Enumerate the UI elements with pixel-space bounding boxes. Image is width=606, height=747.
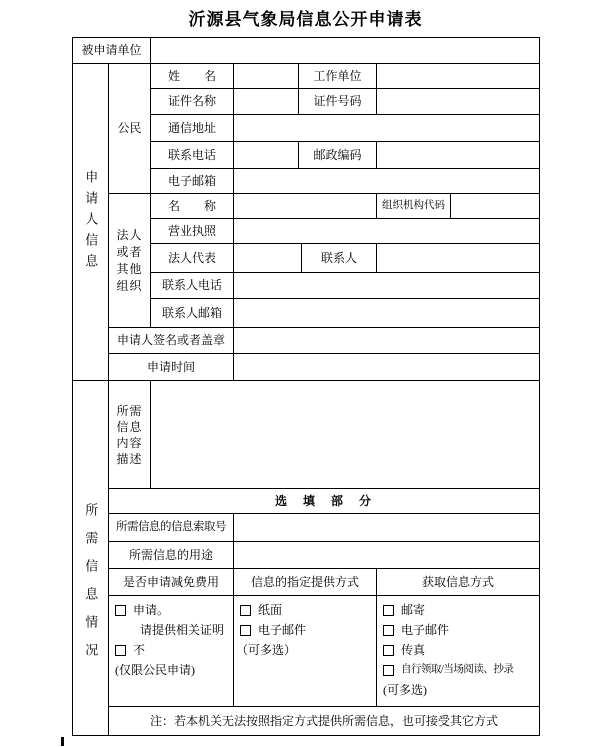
obtain-note: (可多选): [383, 683, 427, 697]
obtain-option-self: [383, 660, 539, 680]
organization-group-cell: [108, 193, 151, 328]
phone-label: 联系电话: [150, 141, 234, 169]
obtain-option-fax: [383, 640, 539, 660]
phone-input-cell[interactable]: [233, 141, 299, 169]
email-input-cell[interactable]: [233, 168, 540, 194]
address-input-cell[interactable]: [233, 114, 540, 142]
fee-apply-checkbox[interactable]: [115, 605, 126, 616]
obtain-note-line: [383, 680, 539, 700]
provide-option-paper: [240, 600, 376, 620]
purpose-input-cell[interactable]: [233, 541, 540, 569]
provide-note-line: [236, 640, 376, 660]
info-section-header: [72, 380, 109, 736]
contact-email-input-cell[interactable]: [233, 298, 540, 328]
cert-number-label: 证件号码: [298, 88, 377, 115]
apply-time-label: 申请时间: [108, 353, 234, 381]
provide-email-checkbox[interactable]: [240, 625, 251, 636]
address-label: 通信地址: [150, 114, 234, 142]
legal-rep-label: 法人代表: [150, 243, 234, 273]
provide-note: （可多选）: [236, 643, 297, 657]
content-desc-input-cell[interactable]: [150, 380, 540, 489]
obtain-option-mail: [383, 600, 539, 620]
organization-group-label: 法人或者其他组织: [116, 227, 143, 293]
fee-note: (仅限公民申请): [115, 663, 195, 677]
provide-email-label: 电子邮件: [258, 623, 307, 637]
fee-cert-note-line: [115, 620, 233, 640]
contact-phone-label: 联系人电话: [150, 272, 234, 299]
org-name-label: 名 称: [150, 193, 234, 219]
fee-cert-note: 请提供相关证明: [140, 623, 225, 637]
legal-rep-input-cell[interactable]: [233, 243, 302, 273]
obtain-option-email: [383, 620, 539, 640]
content-desc-cell: [108, 380, 151, 489]
provide-method-header: 信息的指定提供方式: [233, 568, 377, 596]
work-unit-label: 工作单位: [298, 63, 377, 89]
obtain-mail-checkbox[interactable]: [383, 605, 394, 616]
citizen-name-label: 姓 名: [150, 63, 234, 89]
fee-no-checkbox[interactable]: [115, 645, 126, 656]
obtain-method-options-cell: [376, 595, 540, 707]
obtain-email-checkbox[interactable]: [383, 625, 394, 636]
info-section-label: 所需信息情况: [83, 503, 99, 671]
signature-input-cell[interactable]: [233, 327, 540, 354]
postcode-label: 邮政编码: [298, 141, 377, 169]
optional-section-header: 选 填 部 分: [108, 488, 540, 514]
fee-option-apply: [115, 600, 233, 620]
fee-option-no: [115, 640, 233, 660]
fee-apply-label: 申请。: [133, 603, 170, 617]
obtain-mail-label: 邮寄: [401, 603, 426, 617]
purpose-label: 所需信息的用途: [108, 541, 234, 569]
provide-paper-checkbox[interactable]: [240, 605, 251, 616]
apply-time-input-cell[interactable]: [233, 353, 540, 381]
fee-no-label: 不: [133, 643, 146, 657]
contact-input-cell[interactable]: [376, 243, 540, 273]
postcode-input-cell[interactable]: [376, 141, 540, 169]
cert-name-label: 证件名称: [150, 88, 234, 115]
citizen-group-label: 公民: [108, 63, 151, 194]
applied-unit-label: 被申请单位: [72, 37, 151, 64]
request-no-label: 所需信息的信息索取号: [108, 513, 234, 542]
obtain-email-label: 电子邮件: [401, 623, 450, 637]
citizen-name-input-cell[interactable]: [233, 63, 299, 89]
cert-name-input-cell[interactable]: [233, 88, 299, 115]
obtain-fax-checkbox[interactable]: [383, 645, 394, 656]
applicant-section-header: [72, 63, 109, 381]
fee-reduction-options-cell: [108, 595, 234, 707]
provide-method-options-cell: [233, 595, 377, 707]
fee-note-line: [115, 660, 233, 680]
org-code-input-cell[interactable]: [450, 193, 540, 219]
footer-note: 注：若本机关无法按照指定方式提供所需信息，也可接受其它方式: [108, 706, 540, 736]
business-license-label: 营业执照: [150, 218, 234, 244]
obtain-method-header: 获取信息方式: [376, 568, 540, 596]
contact-phone-input-cell[interactable]: [233, 272, 540, 299]
org-name-input-cell[interactable]: [233, 193, 377, 219]
email-label: 电子邮箱: [150, 168, 234, 194]
obtain-self-label: 自行领取/当场阅读、抄录: [401, 664, 514, 675]
provide-paper-label: 纸面: [258, 603, 283, 617]
cert-number-input-cell[interactable]: [376, 88, 540, 115]
org-code-label: 组织机构代码: [376, 193, 451, 219]
contact-email-label: 联系人邮箱: [150, 298, 234, 328]
page-title: 沂源县气象局信息公开申请表: [188, 10, 423, 29]
work-unit-input-cell[interactable]: [376, 63, 540, 89]
obtain-self-checkbox[interactable]: [383, 665, 394, 676]
contact-label: 联系人: [301, 243, 377, 273]
content-desc-label: 所需信息内容描述: [116, 403, 143, 466]
applicant-section-label: 申请人信息: [83, 169, 99, 275]
text-cursor-mark: [61, 737, 64, 746]
applied-unit-input-cell[interactable]: [150, 37, 540, 64]
request-no-input-cell[interactable]: [233, 513, 540, 542]
fee-reduction-header: 是否申请减免费用: [108, 568, 234, 596]
business-license-input-cell[interactable]: [233, 218, 540, 244]
provide-option-email: [240, 620, 376, 640]
obtain-fax-label: 传真: [401, 643, 426, 657]
signature-label: 申请人签名或者盖章: [108, 327, 234, 354]
